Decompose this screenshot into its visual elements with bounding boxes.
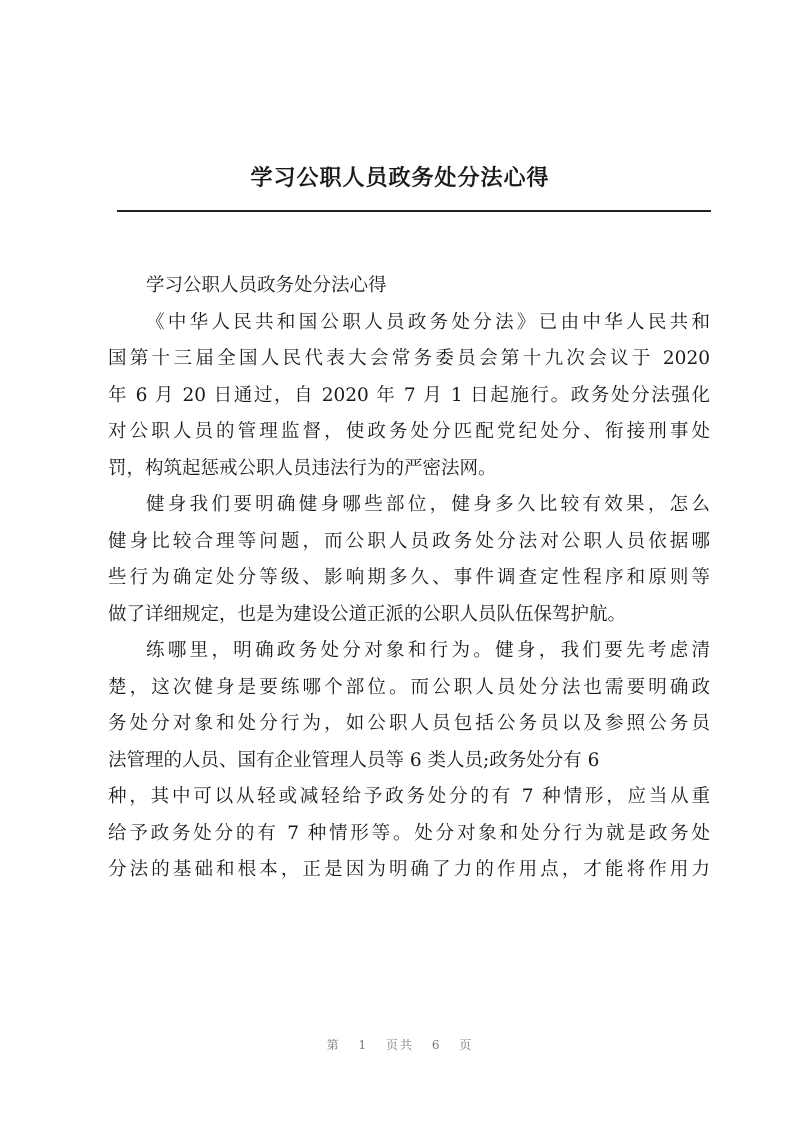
body-line: 给予政务处分的有 7 种情形等。处分对象和处分行为就是政务处 (108, 822, 710, 844)
footer-middle: 页共 (385, 1038, 414, 1052)
body-line: 种，其中可以从轻或减轻给予政务处分的有 7 种情形，应当从重 (108, 786, 710, 807)
body-line: 务处分对象和处分行为，如公职人员包括公务员以及参照公务员 (108, 713, 710, 734)
body-line: 楚，这次健身是要练哪个部位。而公职人员处分法也需要明确政 (108, 676, 710, 698)
page-footer (0, 1036, 800, 1053)
body-line: 健身比较合理等问题，而公职人员政务处分法对公职人员依据哪 (108, 530, 710, 552)
body-line: 法管理的人员、国有企业管理人员等 6 类人员;政务处分有 6 (108, 749, 600, 771)
body-line: 国第十三届全国人民代表大会常务委员会第十九次会议于 2020 (108, 348, 710, 369)
footer-prefix: 第 (326, 1038, 341, 1052)
body-line: 对公职人员的管理监督，使政务处分匹配党纪处分、衔接刑事处 (108, 421, 710, 442)
body-line: 做了详细规定，也是为建设公道正派的公职人员队伍保驾护航。 (108, 603, 627, 625)
body-line: 学习公职人员政务处分法心得 (146, 275, 387, 296)
document-title: 学习公职人员政务处分法心得 (250, 165, 550, 191)
footer-total-pages: 6 (431, 1038, 442, 1052)
document-body (108, 268, 710, 889)
body-line: 《中华人民共和国公职人员政务处分法》已由中华人民共和 (146, 311, 710, 333)
body-line: 健身我们要明确健身哪些部位，健身多久比较有效果，怎么 (146, 494, 710, 515)
body-line: 分法的基础和根本，正是因为明确了力的作用点，才能将作用力 (108, 859, 710, 880)
body-line: 年 6 月 20 日通过，自 2020 年 7 月 1 日起施行。政务处分法强化 (108, 384, 710, 406)
body-line: 些行为确定处分等级、影响期多久、事件调查定性程序和原则等 (108, 567, 710, 588)
title-divider (117, 210, 711, 212)
footer-current-page: 1 (358, 1038, 369, 1052)
body-line: 罚，构筑起惩戒公职人员违法行为的严密法网。 (108, 457, 497, 479)
footer-suffix: 页 (459, 1038, 474, 1052)
body-line: 练哪里，明确政务处分对象和行为。健身，我们要先考虑清 (146, 640, 710, 661)
